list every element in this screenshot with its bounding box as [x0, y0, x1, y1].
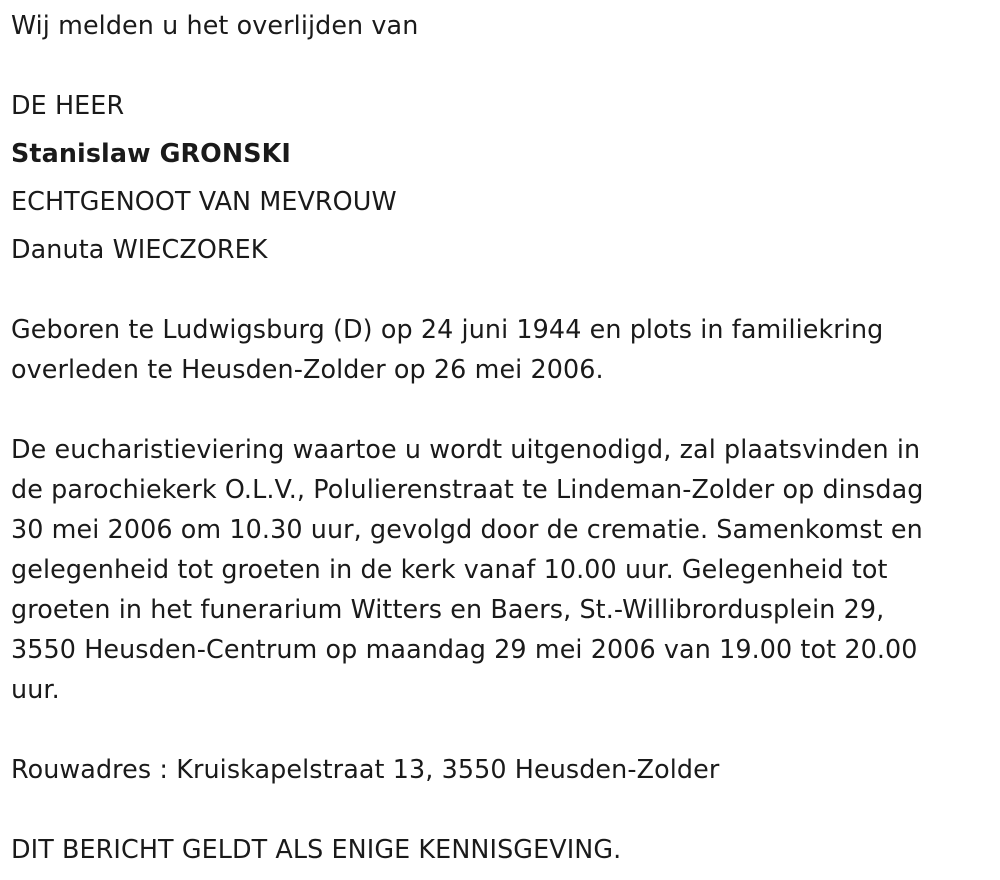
ceremony-line-7: uur. — [11, 674, 60, 704]
ceremony-line-4: gelegenheid tot groeten in de kerk vanaf 10.00 uur. Gelegenheid tot — [11, 554, 888, 584]
ceremony-line-3: 30 mei 2006 om 10.30 uur, gevolgd door de crematie. Samenkomst en — [11, 514, 923, 544]
intro-text: Wij melden u het overlijden van — [11, 10, 419, 40]
birth-death-line-2: overleden te Heusden-Zolder op 26 mei 2006. — [11, 354, 604, 384]
ceremony-line-6: 3550 Heusden-Centrum op maandag 29 mei 2006 van 19.00 tot 20.00 — [11, 634, 918, 664]
birth-death-line-1: Geboren te Ludwigsburg (D) op 24 juni 1944 en plots in familiekring — [11, 314, 884, 344]
relation-text: ECHTGENOOT VAN MEVROUW — [11, 186, 397, 216]
ceremony-line-5: groeten in het funerarium Witters en Baers, St.-Willibrordusplein 29, — [11, 594, 885, 624]
spouse-name: Danuta WIECZOREK — [11, 234, 268, 264]
deceased-name: Stanislaw GRONSKI — [11, 138, 291, 168]
title-text: DE HEER — [11, 90, 125, 120]
ceremony-line-1: De eucharistieviering waartoe u wordt uitgenodigd, zal plaatsvinden in — [11, 434, 921, 464]
closing-text: DIT BERICHT GELDT ALS ENIGE KENNISGEVING. — [11, 834, 622, 864]
mourning-address: Rouwadres : Kruiskapelstraat 13, 3550 Heusden-Zolder — [11, 754, 720, 784]
ceremony-line-2: de parochiekerk O.L.V., Polulierenstraat te Lindeman-Zolder op dinsdag — [11, 474, 924, 504]
